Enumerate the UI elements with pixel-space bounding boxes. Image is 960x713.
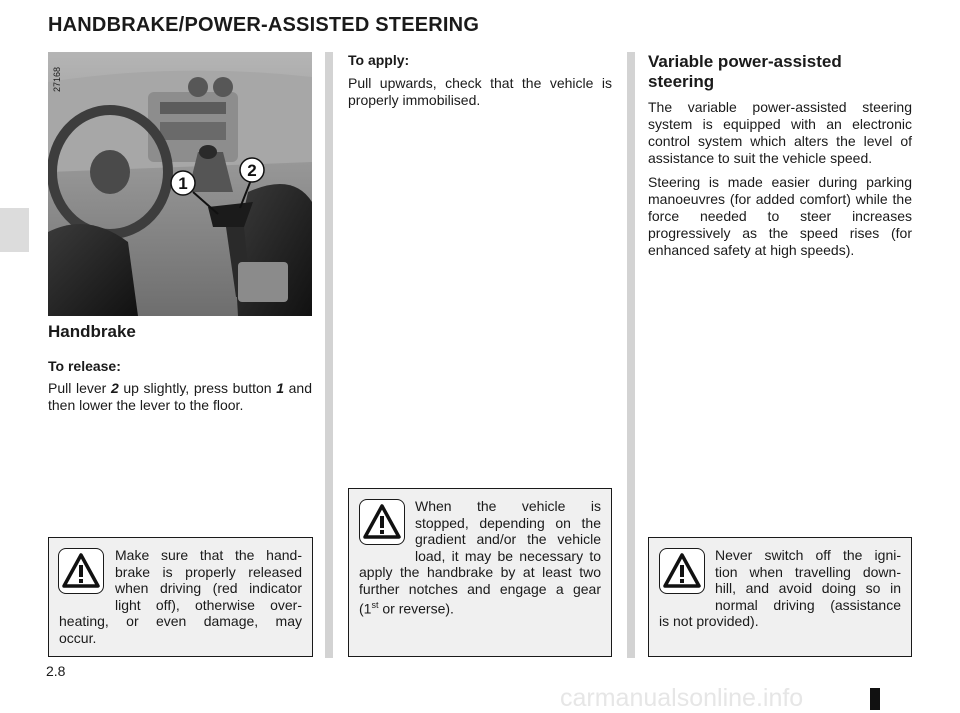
warning-line: apply the handbrake by at least two [359,564,601,580]
warning-line: heating, or even damage, may [59,613,302,629]
warning-line: occur. [59,629,97,646]
car-interior-illustration [48,52,312,316]
corner-mark [870,688,880,710]
release-heading: To release: [48,358,121,374]
warning-line: Make sure that the hand- [115,547,302,563]
warning-text-wrapped [715,547,901,613]
warning-line: When the vehicle is [415,498,601,514]
warning-text-full [659,613,901,630]
apply-text: Pull upwards, check that the vehicle is properly immobilised. [348,75,612,108]
warning-line: hill, and avoid doing so in [715,580,901,596]
page-number: 2.8 [46,663,66,679]
warning-line: normal driving (assistance [715,596,901,613]
warning-line: light off), otherwise over- [115,596,302,613]
warning-triangle-icon [58,548,104,594]
warning-text-full [359,564,601,617]
watermark: carmanualsonline.info [560,684,804,712]
warning-line: further notches and engage a gear [359,580,601,597]
steering-paragraph-2: Steering is made easier during parking manoeuvres (for added comfort) while the force needed to steer increases progressively as the speed rises (for enhanced safety at high speeds). [648,174,912,258]
warning-triangle-icon [359,499,405,545]
warning-text-wrapped [415,498,601,564]
figure-reference: 27168 [52,66,62,92]
warning-text-full [59,613,302,646]
column-divider-right [627,52,635,658]
warning-text-wrapped [115,547,302,613]
chapter-tab [0,208,29,252]
warning-box-gradient [348,488,612,657]
callout-2: 2 [247,161,257,180]
warning-line: is not provided). [659,613,759,629]
warning-line: gradient and/or the vehicle [415,531,601,547]
apply-heading: To apply: [348,52,410,68]
warning-line: Never switch off the igni- [715,547,901,563]
warning-triangle-icon [659,548,705,594]
column-divider-left [325,52,333,658]
page-title: HANDBRAKE/POWER-ASSISTED STEERING [48,14,480,36]
warning-line: load, it may be necessary to [415,547,601,564]
warning-box-handbrake [48,537,313,657]
callout-1: 1 [178,174,188,193]
handbrake-heading: Handbrake [48,322,136,341]
warning-line: when driving (red indicator [115,580,302,596]
warning-box-ignition [648,537,912,657]
release-text: Pull lever 2 up slightly, press button 1 and then lower the lever to the floor. [48,380,312,413]
warning-line: tion when travelling down- [715,563,901,580]
warning-line: brake is properly released [115,563,302,580]
steering-paragraph-1: The variable power-assisted steering system is equipped with an electronic control system which alters the level of assistance to suit the vehicle speed. [648,99,912,166]
warning-line: stopped, depending on the [415,514,601,531]
handbrake-photo [48,52,312,316]
warning-line: (1st or reverse). [359,600,454,617]
steering-heading: Variable power-assisted steering [648,52,842,91]
